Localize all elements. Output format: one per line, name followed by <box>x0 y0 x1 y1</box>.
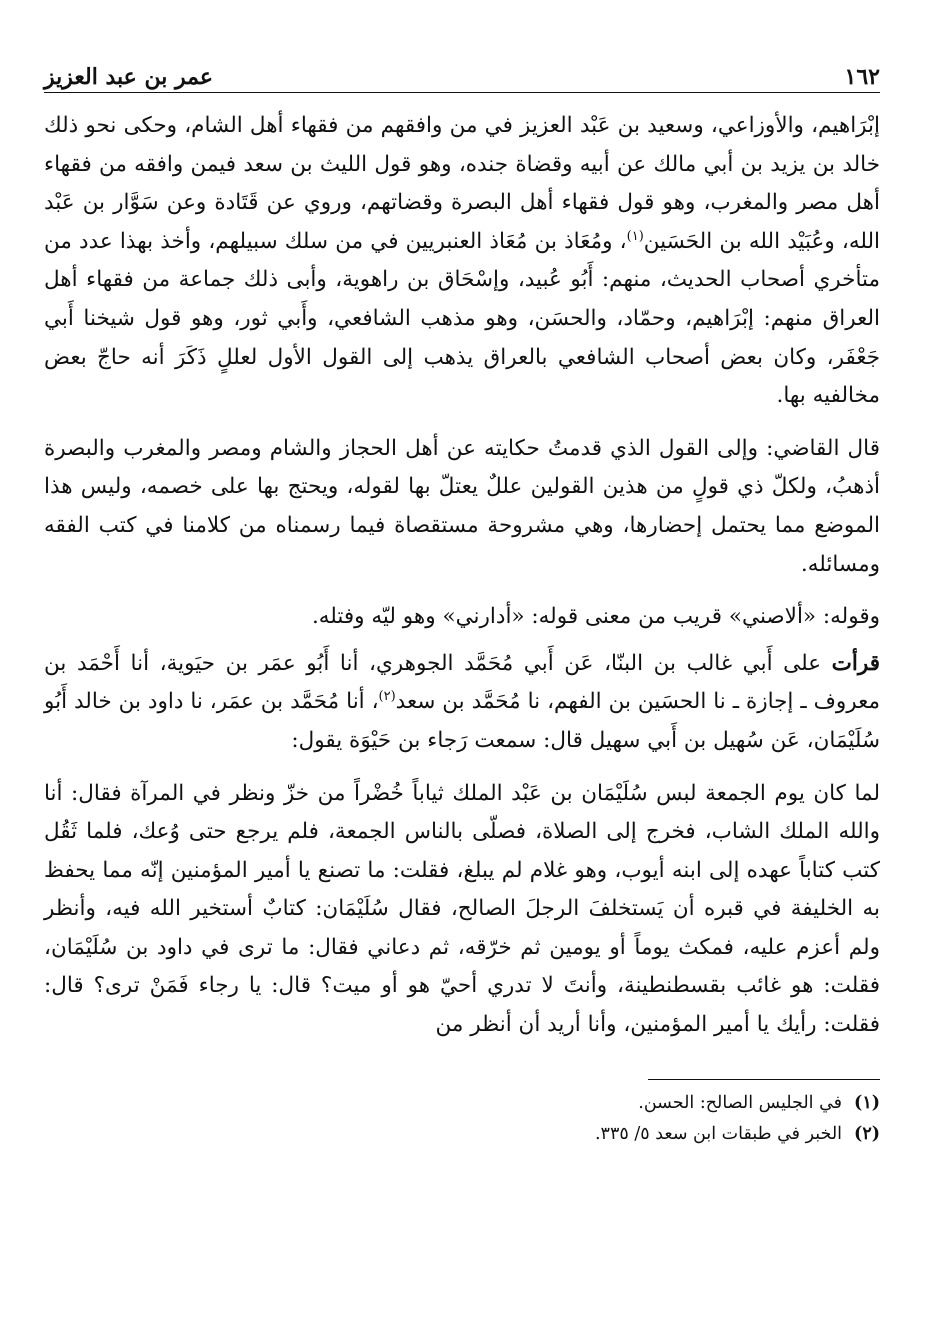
footnote-1-text: في الجليس الصالح: الحسن. <box>638 1092 843 1113</box>
running-title: عمر بن عبد العزيز <box>44 64 213 90</box>
paragraph-1-part-b: ، ومُعَاذ بن مُعَاذ العنبريين في من سلك سبيلهم، وأخذ بهذا عدد من متأخري أصحاب الحديث، منهم: أَبُو عُبيد، وإسْحَاق بن راهوية، وأبى ذلك جماعة من فقهاء أهل العراق منهم: إبْرَاهيم، وحمّاد، والحسَن، وهو مذهب الشافعي، وأَبي ثور، وهو قول شيخنا أَبي جَعْفَر، وكان بعض أصحاب الشافعي بالعراق يذهب إلى القول الأول لعللٍ ذَكَرَ أنه حاجّ بعض مخالفيه بها. <box>44 228 880 409</box>
paragraph-5: لما كان يوم الجمعة لبس سُلَيْمَان بن عَبْد الملك ثياباً خُضْراً من خزّ ونظر في المرآة فقال: أنا والله الملك الشاب، فخرج إلى الصلاة، فصلّى بالناس الجمعة، فلم يرجع حتى وُعك، فلما ثَقُل كتب كتاباً عهده إلى ابنه أيوب، وهو غلام لم يبلغ، فقلت: ما تصنع يا أمير المؤمنين إنّه مما يحفظ به الخليفة في قبره أن يَستخلفَ الرجلَ الصالح، فقال سُلَيْمَان: كتابٌ أستخير الله فيه، وأنظر ولم أعزم عليه، فمكث يوماً أو يومين ثم خرّقه، ثم دعاني فقال: ما ترى في داود بن سُلَيْمَان، فقلت: هو غائب بقسطنطينة، وأنتَ لا تدري أحيّ هو أو ميت؟ قال: يا رجاء فَمَنْ ترى؟ قال: فقلت: رأيك يا أمير المؤمنين، وأنا أريد أن أنظر من <box>44 780 880 1038</box>
footnote-1-number: (١) <box>854 1092 880 1113</box>
paragraph-3: وقوله: «ألاصني» قريب من معنى قوله: «أدارني» وهو ليّه وفتله. <box>311 604 880 630</box>
paragraph-4 <box>44 645 880 761</box>
footnote-reference-1[interactable]: (١) <box>626 228 644 244</box>
footnotes <box>44 1088 880 1150</box>
paragraph-4-part-b: ، أنا مُحَمَّد بن عمَر، نا داود بن خالد أَبُو سُلَيْمَان، عَن سُهيل بن أَبي سهيل قال: سمعت رَجاء بن حَيْوَة يقول: <box>44 689 880 753</box>
footnote-2-text: الخبر في طبقات ابن سعد ٥/ ٣٣٥. <box>594 1123 843 1144</box>
footnote-2 <box>44 1119 880 1150</box>
paragraph-1-part-a: إبْرَاهيم، والأوزاعي، وسعيد بن عَبْد العزيز في من وافقهم من فقهاء أهل الشام، وحكى نحو ذلك خالد بن يزيد بن أبي مالك عن أبيه وقضاة جنده، وهو قول الليث بن سعد فيمن وافقه من فقهاء أهل مصر والمغرب، وهو قول فقهاء أهل البصرة وقضاتهم، وروي عن قَتَادة وعن سَوَّار بن عَبْد الله، وعُبَيْد الله بن الحَسَين <box>44 113 880 254</box>
footnote-1 <box>44 1088 880 1119</box>
paragraph-1 <box>44 107 880 416</box>
footnote-divider <box>648 1079 880 1080</box>
main-text <box>44 107 880 1045</box>
footnote-2-number: (٢) <box>854 1123 880 1144</box>
page-header <box>44 52 880 93</box>
book-page <box>44 52 880 1150</box>
paragraph-4-part-a: على أَبي غالب بن البنّا، عَن أَبي مُحَمَّد الجوهري، أنا أَبُو عمَر بن حيَوية، أنا أَحْمَد بن معروف ـ إجازة ـ نا الحسَين بن الفهم، نا مُحَمَّد بن سعد <box>44 650 880 715</box>
paragraph-2: قال القاضي: وإلى القول الذي قدمتُ حكايته عن أهل الحجاز والشام ومصر والمغرب والبصرة أذهبُ، ولكلّ ذي قولٍ من هذين القولين عللٌ يعتلّ بها لقوله، ويحتج بها على خصمه، وليس هذا الموضع مما يحتمل إحضارها، وهي مشروحة مستقصاة فيما رسمناه من كلامنا في كتب الفقه ومسائله. <box>44 435 880 577</box>
page-number: ١٦٢ <box>844 64 880 90</box>
paragraph-4-lead-word: قرأت <box>831 650 880 676</box>
footnote-reference-2[interactable]: (٢) <box>378 689 396 705</box>
